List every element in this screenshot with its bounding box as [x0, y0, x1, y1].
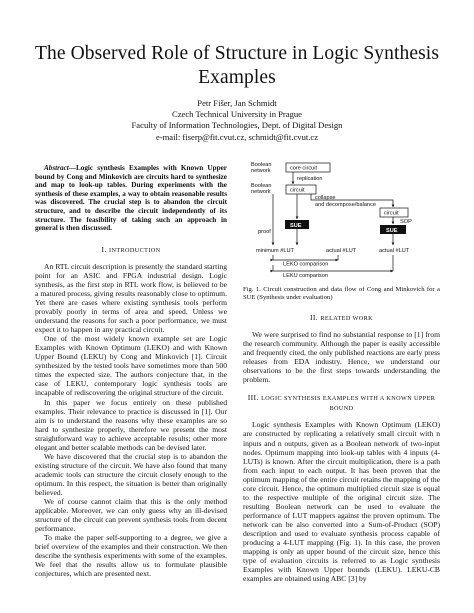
author-names: Petr Fišer, Jan Schmidt	[197, 98, 277, 108]
box-sue-right-label: SUE	[386, 228, 398, 234]
caption-number: Fig. 1.	[243, 286, 261, 293]
label-collapse: collapse	[315, 195, 336, 201]
abstract	[35, 164, 227, 233]
leku-paragraph-1: Logic synthesis Examples with Known Optimum (LEKO) are constructed by replicating a relatively small circuit with n inputs and n outputs, given as a Boolean network of two-input nodes. Optimum mapping into look-up tables with 4 inputs (4-LUTs) is known. After the circuit multiplication, there is a path from each input to each output. It has been proven that the optimum mapping of the entire circuit retains the mapping of the core circuit. Hence, the optimum multiplied circuit size is equal to the respective multiple of the original circuit size. The resulting Boolean network can be used to evaluate the performance of LUT mappers against the proven optimum. The network can be also converted into a Sum-of-Product (SOP) description and used to evaluate synthesis process capable of producing a 4-LUT mapping (Fig. 1). In this case, the proven mapping is only an upper bound of the circuit size, hence this type of evaluation circuits is referred to as Logic synthesis Examples with Known Upper bounds (LEKU). LEKU-CB examples are obtained using ABC [3] by	[243, 420, 440, 584]
label-boolean-network-top-2: network	[251, 168, 271, 174]
section-title-line-2: BOUND	[329, 405, 354, 413]
intro-paragraph-3: In this paper we focus entirely on these published examples. Their relevance to practice is discussed in [1]. Our aim is to understand the reasons why these examples are so hard to synthesize properly, therefore we present the most straightforward way to achieve acceptable results; other more elegant and better scalable methods can be devised later.	[35, 397, 227, 452]
title-line-1: The Observed Role of Structure in Logic Synthesis	[34, 43, 440, 64]
label-replication: replication	[297, 176, 323, 182]
intro-paragraph-2: One of the most widely known example set are Logic Examples with Known Optimum (LEKO) and with Known Upper Bound (LEKU) by Cong and Minkovich [1]. Circuit synthesized by the tested tools have sometimes more than 500 times the expected size. The authors conjecture that, in the case of LEKU, contemporary logic synthesis tools are incapable of rediscovering the original structure of the circuit.	[35, 334, 227, 398]
box-circuit-right-label: circuit	[384, 210, 399, 217]
section-heading-introduction	[35, 245, 227, 255]
label-sop: SOP	[400, 219, 412, 225]
label-leko-comparison: LEKO comparison	[283, 261, 329, 268]
intro-paragraph-5: We of course cannot claim that this is the only method applicable. Moreover, we can only guess why an ill-devised structure of the circuit can prevent synthesis tools from decent performance.	[35, 497, 227, 534]
section-number: II.	[309, 313, 321, 322]
label-boolean-network-mid-1: Boolean	[251, 183, 272, 189]
author-block	[0, 98, 474, 143]
section-title-line-1: LOGIC SYNTHESIS EXAMPLES WITH A KNOWN UPPER	[261, 395, 436, 403]
label-actual-lut-1: actual #LUT	[326, 248, 357, 254]
section-title: RELATED WORK	[320, 315, 374, 322]
intro-paragraph-6: To make the paper self-supporting to a degree, we give a brief overview of the examples and their construction. We then describe the synthesis experiments with some of the examples. We feel that the results allow us to formulate plausible conjectures, which are presented next.	[35, 533, 227, 579]
left-column	[35, 164, 227, 578]
label-and-decompose: and decompose/balance	[315, 202, 376, 208]
figure-1-caption	[243, 286, 440, 302]
intro-paragraph-4: We have discovered that the crucial step is to abandon the existing structure of the circuit. We have also found that many academic tools can structure the circuit closely enough to the optimum. In this respect, the situation is better than originally believed.	[35, 451, 227, 497]
box-sue-left-label: SUE	[290, 223, 302, 229]
section-title: INTRODUCTION	[108, 246, 161, 254]
box-core-circuit-label: core circuit	[290, 165, 318, 172]
label-proof: proof	[258, 229, 271, 235]
section-heading-leku	[243, 393, 440, 413]
title-line-2: Examples	[198, 67, 276, 88]
paper-title	[0, 42, 474, 90]
label-boolean-network-top-1: Boolean	[251, 162, 272, 168]
label-leku-comparison: LEKU comparison	[283, 273, 329, 279]
label-actual-lut-2: actual #LUT	[379, 248, 410, 254]
label-minimum-lut: minimum #LUT	[256, 248, 294, 254]
figure-1-diagram	[243, 157, 440, 279]
abstract-lead: Abstract	[44, 164, 69, 172]
section-number: I.	[101, 244, 109, 254]
abstract-text: —Logic synthesis Examples with Known Upper bound by Cong and Minkovich are circuits hard to synthesize and map to look-up tables. During experiments with the synthesis of these examples, a way to obtain reasonable results was discovered. The crucial step is to abandon the circuit structure, and to describe the circuit independently of its structure. The feasibility of taking such an approach in general is then discussed.	[35, 164, 227, 233]
box-circuit-top-label: circuit	[290, 187, 305, 194]
affiliation-university: Czech Technical University in Prague	[171, 109, 302, 120]
section-heading-related-work	[243, 313, 440, 323]
intro-paragraph-1: An RTL circuit description is presently the standard starting point for an ASIC and FPGA industrial design. Logic synthesis, as the first step in RTL work flow, is believed to be a matured process, giving results reasonably close to optimum. Yet there are cases where existing synthesis tools perform provably poorly in terms of area and speed. Unless we understand the reasons for such a poor performance, we must expect it to happen in any practical circuit.	[35, 261, 227, 335]
author-email: e-mail: fiserp@fit.cvut.cz, schmidt@fit.cvut.cz	[155, 131, 319, 142]
right-column	[243, 286, 440, 583]
caption-text: Circuit construction and data flow of Cong and Minkovich for a SUE (Synthesis under evaluation)	[243, 286, 440, 301]
affiliation-faculty: Faculty of Information Technologies, Dept. of Digital Design	[131, 120, 343, 131]
section-number: III.	[247, 393, 262, 403]
label-boolean-network-mid-2: network	[251, 189, 271, 195]
related-work-paragraph-1: We were surprised to find no substantial response to [1] from the research community. Although the paper is easily accessible and frequently cited, the only published reactions are early press releases from EDA industry. Hence, we understand our observations to be the first steps towards understanding the problem.	[243, 330, 440, 385]
